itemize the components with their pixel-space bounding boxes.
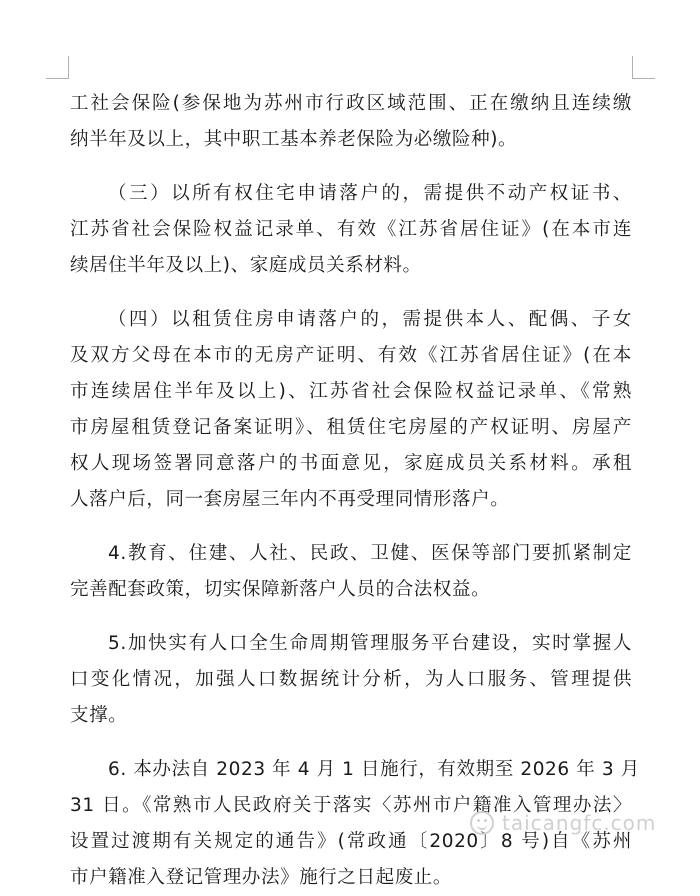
text-line: 完善配套政策，切实保障新落户人员的合法权益。 — [70, 579, 491, 600]
text-line: 江苏省社会保险权益记录单、有效《江苏省居住证》(在本市连 — [70, 219, 632, 240]
document-body — [70, 86, 640, 896]
text-line: 及双方父母在本市的无房产证明、有效《江苏省居住证》(在本 — [70, 345, 632, 366]
text-line: 工社会保险(参保地为苏州市行政区域范围、正在缴纳且连续缴 — [70, 93, 632, 114]
paragraph — [70, 176, 632, 284]
paragraph — [70, 302, 632, 518]
text-line: 市房屋租赁登记备案证明》、租赁住宅房屋的产权证明、房屋产 — [70, 417, 632, 438]
margin-corner-mark-right — [632, 56, 655, 79]
text-line: 市连续居住半年及以上)、江苏省社会保险权益记录单、《常熟 — [70, 381, 632, 402]
text-line: 31 日。《常熟市人民政府关于落实〈苏州市户籍准入管理办法〉 — [70, 795, 632, 816]
watermark — [470, 806, 656, 840]
text-line: 权人现场签署同意落户的书面意见，家庭成员关系材料。承租 — [70, 453, 632, 474]
text-line: 续居住半年及以上)、家庭成员关系材料。 — [70, 255, 422, 276]
text-line: 设置过渡期有关规定的通告》(常政通〔2020〕8 号)自《苏州 — [70, 831, 632, 852]
text-line: 5.加快实有人口全生命周期管理服务平台建设，实时掌握人 — [108, 633, 632, 654]
text-line: 口变化情况，加强人口数据统计分析，为人口服务、管理提供 — [70, 669, 632, 690]
paragraph — [70, 86, 632, 158]
text-line: 人落户后，同一套房屋三年内不再受理同情形落户。 — [70, 489, 510, 510]
smiley-face-icon — [470, 811, 494, 835]
text-line: 纳半年及以上，其中职工基本养老保险为必缴险种)。 — [70, 129, 518, 150]
margin-corner-mark-left — [46, 56, 69, 79]
text-line: 支撑。 — [70, 705, 128, 726]
watermark-text: taicangfc.com — [502, 811, 657, 835]
text-line: （四）以租赁住房申请落户的，需提供本人、配偶、子女 — [108, 309, 632, 330]
text-line: 4.教育、住建、人社、民政、卫健、医保等部门要抓紧制定 — [108, 543, 632, 564]
text-line: 6. 本办法自 2023 年 4 月 1 日施行，有效期至 2026 年 3 月 — [108, 759, 640, 780]
text-line: 市户籍准入登记管理办法》施行之日起废止。 — [70, 867, 453, 888]
paragraph — [70, 626, 632, 734]
paragraph — [70, 536, 632, 608]
text-line: （三）以所有权住宅申请落户的，需提供不动产权证书、 — [108, 183, 632, 204]
